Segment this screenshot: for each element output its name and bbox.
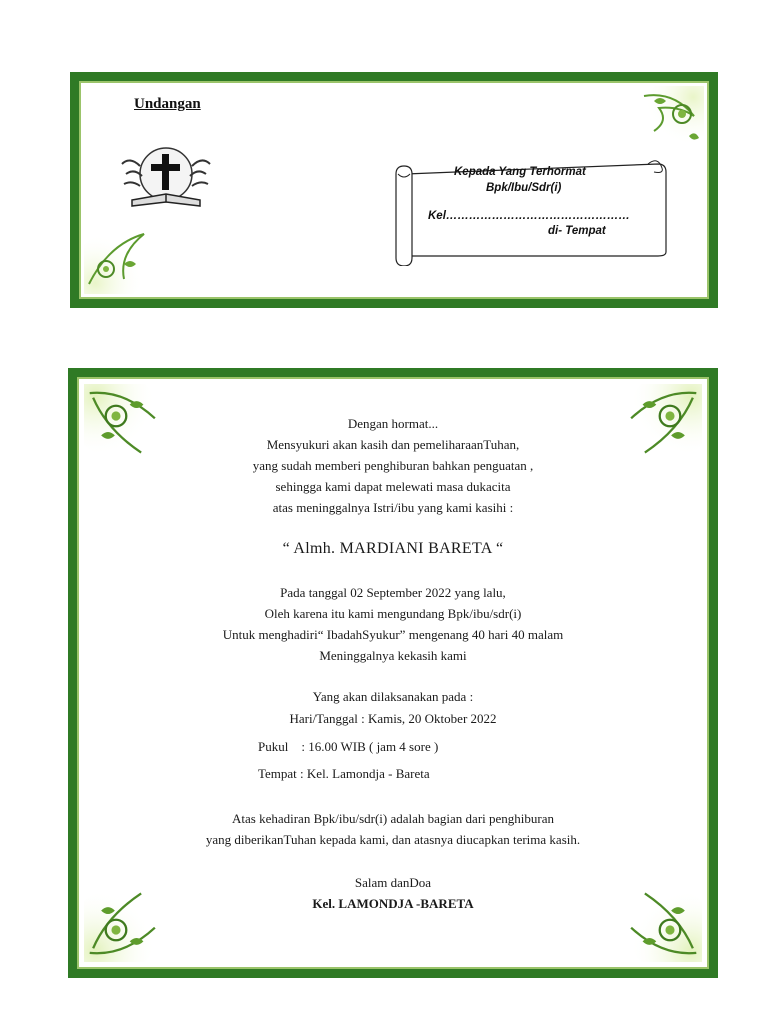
invitation-line: Oleh karena itu kami mengundang Bpk/ibu/sdr(i) (264, 606, 522, 621)
greeting: Salam danDoa (354, 875, 432, 890)
invitation-letter (68, 368, 718, 978)
invitation-line: Untuk menghadiri“ IbadahSyukur” mengenang 40 hari 40 malam (222, 627, 564, 642)
recipient-line-2: Bpk/Ibu/Sdr(i) (486, 182, 562, 194)
recipient-line-1: Kepada Yang Terhormat (454, 166, 586, 178)
floral-ornament-icon (634, 86, 704, 156)
closing-line: Atas kehadiran Bpk/ibu/sdr(i) adalah bagian dari penghiburan (231, 811, 554, 826)
recipient-line-4: di- Tempat (548, 225, 606, 237)
floral-ornament-icon (84, 224, 154, 294)
schedule-date: Hari/Tanggal : Kamis, 20 Oktober 2022 (289, 711, 497, 726)
signer: Kel. LAMONDJA -BARETA (312, 896, 474, 911)
intro-line: yang sudah memberi penghiburan bahkan penguatan , (252, 458, 534, 473)
closing-paragraph (68, 808, 718, 850)
closing-line: yang diberikanTuhan kepada kami, dan atasnya diucapkan terima kasih. (205, 832, 581, 847)
envelope-card (70, 72, 718, 308)
intro-paragraph (68, 413, 718, 518)
intro-line: sehingga kami dapat melewati masa dukacita (275, 479, 511, 494)
deceased-name: “ Almh. MARDIANI BARETA “ (282, 540, 504, 557)
recipient-scroll (392, 158, 668, 266)
invitation-line: Meninggalnya kekasih kami (319, 648, 467, 663)
envelope-title: Undangan (134, 96, 201, 112)
intro-line: Mensyukuri akan kasih dan pemeliharaanTuhan, (266, 437, 520, 452)
intro-line: atas meninggalnya Istri/ibu yang kami kasihi : (272, 500, 514, 515)
intro-line: Dengan hormat... (347, 416, 439, 431)
invitation-paragraph (68, 582, 718, 666)
cross-bible-icon (114, 144, 218, 210)
schedule-time: Pukul : 16.00 WIB ( jam 4 sore ) (258, 739, 439, 754)
recipient-line-3: Kel………………………………………… (428, 210, 630, 222)
schedule-place: Tempat : Kel. Lamondja - Bareta (258, 766, 430, 781)
invitation-line: Pada tanggal 02 September 2022 yang lalu, (280, 585, 506, 600)
schedule-intro: Yang akan dilaksanakan pada : (312, 689, 474, 704)
